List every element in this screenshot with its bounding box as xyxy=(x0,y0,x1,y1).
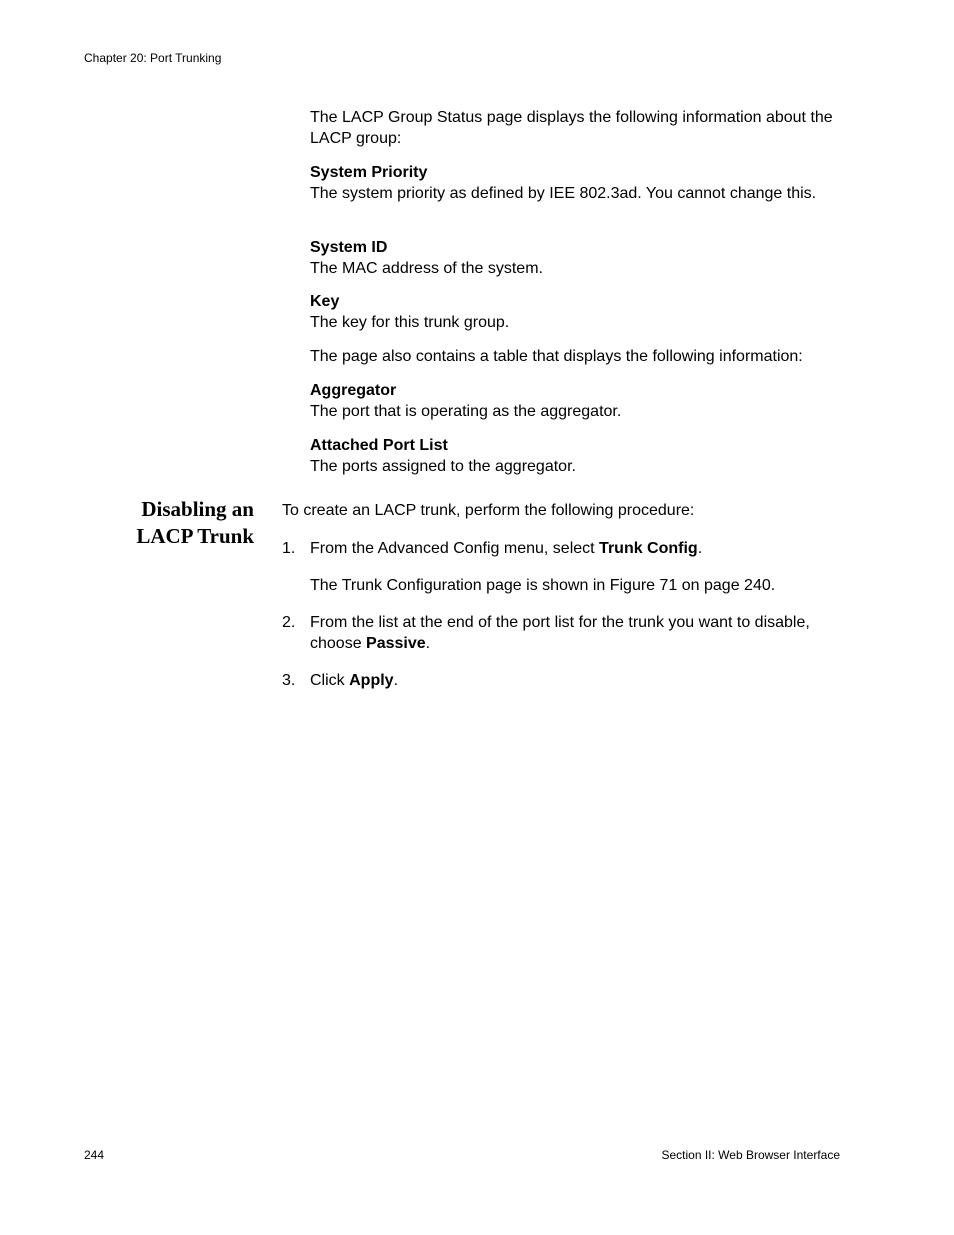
field-description: The MAC address of the system. xyxy=(310,259,543,277)
page-number: 244 xyxy=(84,1148,105,1162)
menu-item-reference: Trunk Config xyxy=(599,540,698,557)
field-key xyxy=(310,292,845,333)
step-number: 1. xyxy=(282,540,296,557)
field-title: Key xyxy=(310,293,340,310)
button-reference: Apply xyxy=(349,672,394,689)
field-title: System Priority xyxy=(310,164,428,181)
step-text: Click Apply. xyxy=(310,672,399,689)
field-attached-port-list xyxy=(310,436,845,477)
field-system-priority xyxy=(310,163,845,204)
field-description: The key for this trunk group. xyxy=(310,313,510,331)
option-reference: Passive xyxy=(366,634,426,652)
step-number: 2. xyxy=(282,614,296,631)
table-intro-paragraph: The page also contains a table that displays the following information: xyxy=(310,348,803,365)
field-title: Aggregator xyxy=(310,382,397,399)
step-text: From the list at the end of the port list for the trunk you want to disable, choose Passive. xyxy=(310,614,810,652)
field-description: The port that is operating as the aggregator. xyxy=(310,402,622,420)
step-note-text: The Trunk Configuration page is shown in Figure 71 on page 240. xyxy=(310,577,776,594)
step-text: From the Advanced Config menu, select Trunk Config. xyxy=(310,540,703,557)
field-system-id xyxy=(310,238,845,279)
field-title: System ID xyxy=(310,239,388,256)
procedure-intro: To create an LACP trunk, perform the following procedure: xyxy=(282,502,695,519)
step-number: 3. xyxy=(282,672,296,689)
running-header: Chapter 20: Port Trunking xyxy=(84,51,222,65)
field-title: Attached Port List xyxy=(310,437,448,454)
field-description: The ports assigned to the aggregator. xyxy=(310,457,576,475)
field-aggregator xyxy=(310,381,845,422)
running-footer: Section II: Web Browser Interface xyxy=(661,1148,840,1162)
intro-paragraph: The LACP Group Status page displays the following information about the LACP group: xyxy=(310,109,833,147)
field-description: The system priority as defined by IEE 802.3ad. You cannot change this. xyxy=(310,184,817,202)
section-heading-line: Disabling an xyxy=(141,497,254,521)
section-heading-line: LACP Trunk xyxy=(136,524,254,548)
section-heading xyxy=(100,496,254,550)
